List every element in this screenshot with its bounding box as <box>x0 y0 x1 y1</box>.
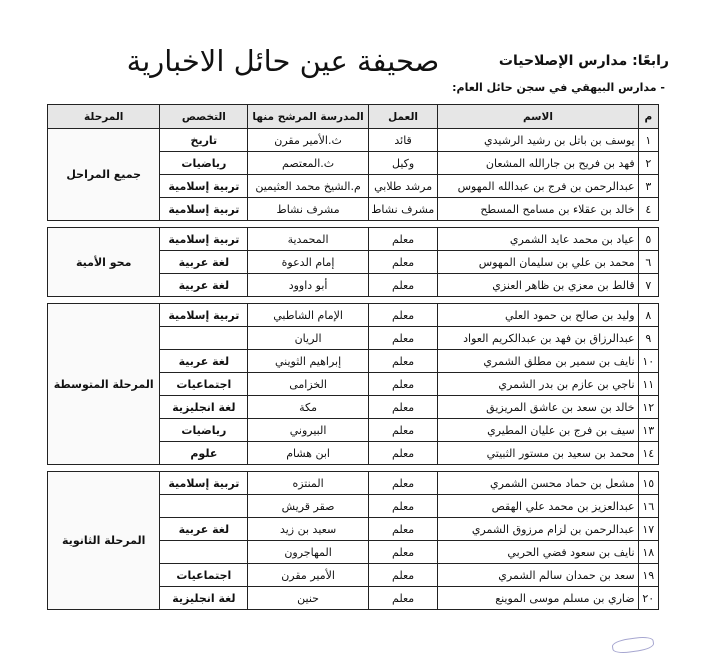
row-num: ١٠ <box>638 350 658 373</box>
row-name: محمد بن سعيد بن مستور الثبيتي <box>438 442 638 465</box>
row-spec: تربية إسلامية <box>160 228 248 251</box>
row-school: صقر قريش <box>248 495 369 518</box>
separator-cell <box>48 221 659 228</box>
row-spec: علوم <box>160 442 248 465</box>
row-school: أبو داوود <box>248 274 369 297</box>
row-num: ٩ <box>638 327 658 350</box>
row-spec: تربية إسلامية <box>160 198 248 221</box>
row-num: ٢ <box>638 152 658 175</box>
row-school: إبراهيم الثويني <box>248 350 369 373</box>
row-spec: لغة انجليزية <box>160 587 248 610</box>
row-num: ٤ <box>638 198 658 221</box>
row-spec: تربية إسلامية <box>160 304 248 327</box>
row-job: معلم <box>368 564 437 587</box>
row-num: ١٢ <box>638 396 658 419</box>
row-school: المحمدية <box>248 228 369 251</box>
row-num: ١٨ <box>638 541 658 564</box>
row-job: معلم <box>368 350 437 373</box>
row-spec: لغة عربية <box>160 274 248 297</box>
row-school: م.الشيخ محمد العثيمين <box>248 175 369 198</box>
row-num: ٥ <box>638 228 658 251</box>
row-name: ضاري بن مسلم موسى الموينع <box>438 587 638 610</box>
row-school: المنتزه <box>248 472 369 495</box>
row-spec: لغة عربية <box>160 518 248 541</box>
row-spec <box>160 541 248 564</box>
header-spec: التخصص <box>160 105 248 129</box>
row-spec: لغة عربية <box>160 350 248 373</box>
row-name: عبدالرحمن بن لزام مرزوق الشمري <box>438 518 638 541</box>
row-stage: المرحلة الثانوية <box>48 472 160 610</box>
row-name: محمد بن علي بن سليمان المهوس <box>438 251 638 274</box>
row-job: قائد <box>368 129 437 152</box>
row-school: حنين <box>248 587 369 610</box>
row-num: ١٣ <box>638 419 658 442</box>
row-num: ١٧ <box>638 518 658 541</box>
header-job: العمل <box>368 105 437 129</box>
row-job: معلم <box>368 518 437 541</box>
row-spec: تاريخ <box>160 129 248 152</box>
row-school: ابن هشام <box>248 442 369 465</box>
row-job: معلم <box>368 495 437 518</box>
row-name: سعد بن حمدان سالم الشمري <box>438 564 638 587</box>
row-num: ٢٠ <box>638 587 658 610</box>
row-name: عبدالعزيز بن محمد علي الهقص <box>438 495 638 518</box>
header-school: المدرسة المرشح منها <box>248 105 369 129</box>
group-separator <box>48 297 659 304</box>
row-stage: جميع المراحل <box>48 129 160 221</box>
row-spec: رياضيات <box>160 152 248 175</box>
row-num: ٧ <box>638 274 658 297</box>
table-row <box>48 228 659 251</box>
row-spec: اجتماعيات <box>160 373 248 396</box>
row-name: وليد بن صالح بن حمود العلي <box>438 304 638 327</box>
table-row <box>48 129 659 152</box>
row-spec: تربية إسلامية <box>160 175 248 198</box>
table-body <box>48 129 659 610</box>
row-spec <box>160 495 248 518</box>
row-spec <box>160 327 248 350</box>
row-num: ١١ <box>638 373 658 396</box>
newspaper-title: صحيفة عين حائل الاخبارية <box>126 44 440 78</box>
row-spec: لغة انجليزية <box>160 396 248 419</box>
row-job: معلم <box>368 274 437 297</box>
row-job: معلم <box>368 442 437 465</box>
row-job: معلم <box>368 228 437 251</box>
row-name: يوسف بن باتل بن رشيد الرشيدي <box>438 129 638 152</box>
row-name: قالط بن معزي بن ظاهر العنزي <box>438 274 638 297</box>
row-job: وكيل <box>368 152 437 175</box>
header-stage: المرحلة <box>48 105 160 129</box>
row-job: معلم <box>368 373 437 396</box>
row-school: إمام الدعوة <box>248 251 369 274</box>
row-num: ١٩ <box>638 564 658 587</box>
row-name: نايف بن سمير بن مطلق الشمري <box>438 350 638 373</box>
row-spec: تربية إسلامية <box>160 472 248 495</box>
row-school: مكة <box>248 396 369 419</box>
header-num: م <box>638 105 658 129</box>
table-header-row <box>48 105 659 129</box>
row-spec: رياضيات <box>160 419 248 442</box>
sub-heading: - مدارس البيهقي في سجن حائل العام: <box>452 81 665 94</box>
separator-cell <box>48 297 659 304</box>
row-name: خالد بن سعد بن عاشق المريزيق <box>438 396 638 419</box>
row-job: مرشد طلابي <box>368 175 437 198</box>
row-name: عياد بن محمد عايد الشمري <box>438 228 638 251</box>
row-school: الأمير مقرن <box>248 564 369 587</box>
row-spec: اجتماعيات <box>160 564 248 587</box>
row-num: ١٦ <box>638 495 658 518</box>
ink-stamp <box>611 635 655 655</box>
row-job: معلم <box>368 304 437 327</box>
row-name: نايف بن سعود فضي الحربي <box>438 541 638 564</box>
row-job: معلم <box>368 541 437 564</box>
row-school: البيروني <box>248 419 369 442</box>
row-num: ٣ <box>638 175 658 198</box>
row-num: ١ <box>638 129 658 152</box>
row-spec: لغة عربية <box>160 251 248 274</box>
section-heading: رابعًا: مدارس الإصلاحيات <box>498 53 669 69</box>
row-num: ١٤ <box>638 442 658 465</box>
row-job: معلم <box>368 419 437 442</box>
row-name: خالد بن عقلاء بن مسامح المسطح <box>438 198 638 221</box>
row-num: ١٥ <box>638 472 658 495</box>
row-school: سعيد بن زيد <box>248 518 369 541</box>
separator-cell <box>48 465 659 472</box>
row-job: معلم <box>368 472 437 495</box>
staff-table <box>47 104 659 610</box>
row-job: معلم <box>368 587 437 610</box>
row-job: معلم <box>368 396 437 419</box>
row-school: الريان <box>248 327 369 350</box>
row-stage: المرحلة المتوسطة <box>48 304 160 465</box>
row-num: ٦ <box>638 251 658 274</box>
group-separator <box>48 465 659 472</box>
row-school: ث.المعتصم <box>248 152 369 175</box>
row-school: ث.الأمير مقرن <box>248 129 369 152</box>
group-separator <box>48 221 659 228</box>
row-school: الخزامى <box>248 373 369 396</box>
row-name: عبدالرحمن بن فرج بن عبدالله المهوس <box>438 175 638 198</box>
row-school: المهاجرون <box>248 541 369 564</box>
table-row <box>48 472 659 495</box>
row-job: معلم <box>368 251 437 274</box>
row-name: سيف بن فرج بن عليان المطيري <box>438 419 638 442</box>
row-name: فهد بن فريح بن جارالله المشعان <box>438 152 638 175</box>
row-name: عبدالرزاق بن فهد بن عبدالكريم العواد <box>438 327 638 350</box>
table-row <box>48 304 659 327</box>
row-school: مشرف نشاط <box>248 198 369 221</box>
row-name: ناجي بن عازم بن بدر الشمري <box>438 373 638 396</box>
row-job: معلم <box>368 327 437 350</box>
row-stage: محو الأمية <box>48 228 160 297</box>
row-name: مشعل بن حماد محسن الشمري <box>438 472 638 495</box>
row-job: مشرف نشاط <box>368 198 437 221</box>
row-num: ٨ <box>638 304 658 327</box>
row-school: الإمام الشاطبي <box>248 304 369 327</box>
header-name: الاسم <box>438 105 638 129</box>
